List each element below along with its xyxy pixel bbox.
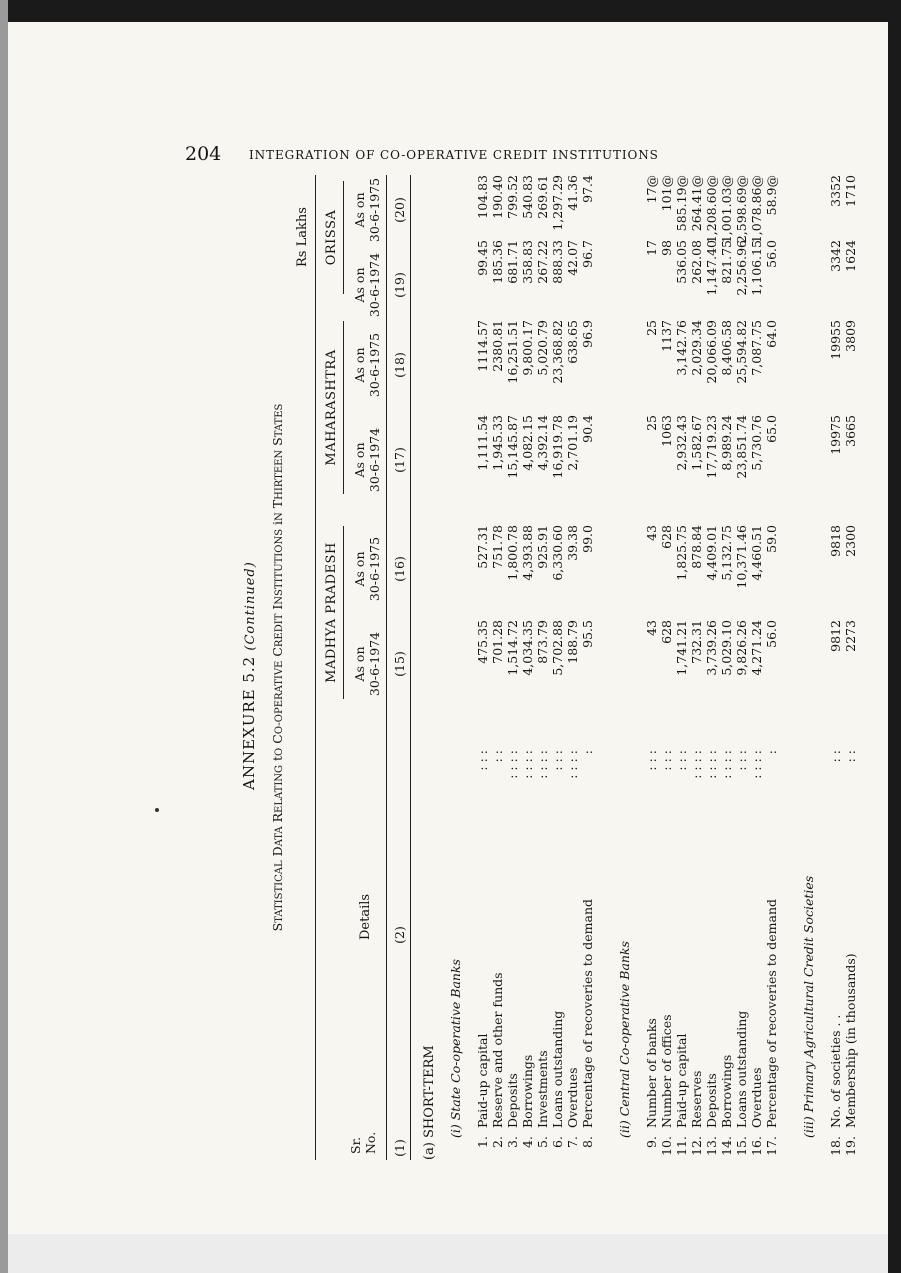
cell-value: 536.05 — [674, 240, 689, 284]
cell-value: 15,145.87 — [505, 415, 520, 479]
cell-value: 2,932.43 — [674, 415, 689, 471]
cell-value: 475.35 — [475, 620, 490, 664]
cell-value: 99.45 — [475, 240, 490, 276]
cell-value: 8,989.24 — [719, 415, 734, 471]
cell-value: 1,106.15 — [749, 240, 764, 296]
row-label: Reserve and other funds — [490, 972, 505, 1128]
row-number: 14. — [719, 1136, 734, 1156]
cell-value: 3342 — [828, 240, 843, 272]
cell-value: 628 — [659, 620, 674, 644]
state-header-rule-0 — [343, 526, 344, 699]
cell-value: 888.33 — [550, 240, 565, 284]
row-leader-dots: : : : : — [505, 750, 520, 779]
cell-value: 17,719.23 — [704, 415, 719, 479]
cell-value: 925.91 — [535, 525, 550, 569]
cell-value: 16,919.78 — [550, 415, 565, 479]
state-header-rule-1 — [343, 321, 344, 494]
cell-value: 4,082.15 — [520, 415, 535, 471]
row-number: 15. — [734, 1136, 749, 1156]
annexure-table — [230, 175, 858, 1160]
row-number: 18. — [828, 1136, 843, 1156]
cell-value: 267.22 — [535, 240, 550, 284]
cell-value: 3,142.76 — [674, 320, 689, 376]
cell-value: 2,598.69@ — [734, 175, 749, 244]
cell-value: 5,020.79 — [535, 320, 550, 376]
cell-value: 97.4 — [580, 175, 595, 203]
date-header-date-1: 30-6-1975 — [367, 536, 382, 602]
cell-value: 4,393.88 — [520, 525, 535, 581]
row-leader-dots: : — [580, 750, 595, 755]
cell-value: 9,826.26 — [734, 620, 749, 676]
row-label: Deposits — [704, 1073, 719, 1128]
row-label: Overdues — [749, 1067, 764, 1128]
group-title-2: (iii) Primary Agricultural Credit Societies — [801, 875, 816, 1138]
column-number-7: (20) — [392, 197, 407, 223]
annexure-title — [240, 561, 258, 790]
row-label: Paid-up capital — [674, 1033, 689, 1128]
cell-value: 104.83 — [475, 175, 490, 219]
cell-value: 65.0 — [764, 415, 779, 443]
cell-value: 8,406.58 — [719, 320, 734, 376]
row-leader-dots: : : : : — [704, 750, 719, 779]
cell-value: 701.28 — [490, 620, 505, 664]
cell-value: 9,800.17 — [520, 320, 535, 376]
cell-value: 269.61 — [535, 175, 550, 219]
scanner-border-right — [888, 0, 901, 1273]
date-header-date-0: 30-6-1974 — [367, 631, 382, 697]
cell-value: 96.7 — [580, 240, 595, 268]
annexure-title-text: ANNEXURE 5.2 — [240, 655, 258, 790]
row-leader-dots: : : : : — [749, 750, 764, 779]
page-number: 204 — [185, 143, 222, 165]
annexure-subtitle: STATISTICAL DATA RELATING tO CO-OPERATIVE CREDIT INSTITUTIONS iN THIRTEEN STATES — [270, 403, 285, 932]
cell-value: 2273 — [843, 620, 858, 652]
column-number-3: (16) — [392, 556, 407, 582]
cell-value: 5,029.10 — [719, 620, 734, 676]
cell-value: 1,208.60@ — [704, 175, 719, 244]
cell-value: 1137 — [659, 320, 674, 352]
cell-value: 1,825.75 — [674, 525, 689, 581]
cell-value: 90.4 — [580, 415, 595, 443]
row-number: 12. — [689, 1136, 704, 1156]
cell-value: 4,034.35 — [520, 620, 535, 676]
cell-value: 1,514.72 — [505, 620, 520, 676]
cell-value: 1,078.86@ — [749, 175, 764, 244]
row-label: Number of offices — [659, 1014, 674, 1128]
row-number: 1. — [475, 1136, 490, 1148]
cell-value: 4,271.24 — [749, 620, 764, 676]
row-number: 13. — [704, 1136, 719, 1156]
row-label: Paid-up capital — [475, 1033, 490, 1128]
cell-value: 3809 — [843, 320, 858, 352]
state-header-0: MADHYA PRADESH — [324, 542, 339, 683]
row-number: 4. — [520, 1136, 535, 1148]
cell-value: 732.31 — [689, 620, 704, 664]
row-number: 7. — [565, 1136, 580, 1148]
cell-value: 264.41@ — [689, 175, 704, 232]
cell-value: 4,409.01 — [704, 525, 719, 581]
cell-value: 39.38 — [565, 525, 580, 561]
row-label: Investments — [535, 1050, 550, 1128]
cell-value: 4,392.14 — [535, 415, 550, 471]
cell-value: 628 — [659, 525, 674, 549]
cell-value: 681.71 — [505, 240, 520, 284]
column-number-6: (19) — [392, 272, 407, 298]
cell-value: 821.75 — [719, 240, 734, 284]
cell-value: 43 — [644, 620, 659, 636]
cell-value: 58.9@ — [764, 175, 779, 216]
cell-value: 7,087.75 — [749, 320, 764, 376]
row-leader-dots: : : : : — [565, 750, 580, 779]
cell-value: 98 — [659, 240, 674, 256]
row-label: Borrowings — [719, 1054, 734, 1128]
row-label: Percentage of recoveries to demand — [764, 898, 779, 1128]
section-short-term: (a) SHORT-TERM — [422, 1045, 437, 1160]
cell-value: 10,371.46 — [734, 525, 749, 589]
cell-value: 3,739.26 — [704, 620, 719, 676]
sr-no-header: Sr. — [348, 1136, 363, 1154]
cell-value: 56.0 — [764, 240, 779, 268]
cell-value: 43 — [644, 525, 659, 541]
cell-value: 358.83 — [520, 240, 535, 284]
date-header-1: As on — [352, 551, 367, 587]
row-leader-dots: : : : — [475, 750, 490, 771]
column-number-2: (15) — [392, 651, 407, 677]
cell-value: 1,111.54 — [475, 415, 490, 471]
row-label: Reserves — [689, 1070, 704, 1128]
row-leader-dots: : : : — [644, 750, 659, 771]
row-number: 17. — [764, 1136, 779, 1156]
cell-value: 9812 — [828, 620, 843, 652]
units-label: Rs Lakhs — [295, 207, 310, 267]
cell-value: 5,730.76 — [749, 415, 764, 471]
annexure-continued: (Continued) — [243, 561, 258, 656]
cell-value: 1,741.21 — [674, 620, 689, 676]
cell-value: 1,297.29 — [550, 175, 565, 231]
cell-value: 42.07 — [565, 240, 580, 276]
cell-value: 2,029.34 — [689, 320, 704, 376]
cell-value: 64.0 — [764, 320, 779, 348]
row-leader-dots: : : — [490, 750, 505, 763]
row-leader-dots: : : : : — [719, 750, 734, 779]
cell-value: 23,368.82 — [550, 320, 565, 384]
date-header-date-3: 30-6-1975 — [367, 332, 382, 398]
row-leader-dots: : : : — [659, 750, 674, 771]
group-title-0: (i) State Co-operative Banks — [448, 959, 463, 1138]
cell-value: 25 — [644, 415, 659, 431]
date-header-5: As on — [352, 192, 367, 228]
cell-value: 3352 — [828, 175, 843, 207]
cell-value: 1710 — [843, 175, 858, 207]
table-top-rule — [315, 175, 316, 1160]
row-label: Percentage of recoveries to demand — [580, 898, 595, 1128]
row-label: No. of societies . . — [828, 1014, 843, 1128]
cell-value: 59.0 — [764, 525, 779, 553]
cell-value: 9818 — [828, 525, 843, 557]
row-number: 9. — [644, 1136, 659, 1148]
running-title: INTEGRATION OF CO-OPERATIVE CREDIT INSTITUTIONS — [249, 148, 659, 162]
cell-value: 95.5 — [580, 620, 595, 648]
cell-value: 1,001.03@ — [719, 175, 734, 244]
cell-value: 1624 — [843, 240, 858, 272]
row-number: 3. — [505, 1136, 520, 1148]
column-number-0: (1) — [392, 1139, 407, 1157]
column-number-5: (18) — [392, 352, 407, 378]
state-header-2: ORISSA — [324, 209, 339, 266]
date-header-date-4: 30-6-1974 — [367, 252, 382, 318]
scanner-border-bottom — [8, 1234, 888, 1273]
cell-value: 1063 — [659, 415, 674, 447]
cell-value: 1,945.33 — [490, 415, 505, 471]
cell-value: 1,582.67 — [689, 415, 704, 471]
running-header — [185, 143, 870, 165]
row-number: 19. — [843, 1136, 858, 1156]
cell-value: 878.84 — [689, 525, 704, 569]
row-number: 6. — [550, 1136, 565, 1148]
row-leader-dots: : : : — [550, 750, 565, 771]
row-leader-dots: : : : : — [689, 750, 704, 779]
row-number: 16. — [749, 1136, 764, 1156]
cell-value: 527.31 — [475, 525, 490, 569]
details-header: Details — [358, 893, 373, 940]
row-leader-dots: : : — [843, 750, 858, 763]
date-header-3: As on — [352, 347, 367, 383]
header-mid-rule — [386, 175, 387, 1160]
state-header-1: MAHARASHTRA — [324, 349, 339, 466]
cell-value: 3665 — [843, 415, 858, 447]
cell-value: 99.0 — [580, 525, 595, 553]
row-leader-dots: : : : : — [535, 750, 550, 779]
date-header-2: As on — [352, 442, 367, 478]
date-header-4: As on — [352, 267, 367, 303]
group-title-1: (ii) Central Co-operative Banks — [617, 941, 632, 1138]
cell-value: 262.08 — [689, 240, 704, 284]
row-label: Loans outstanding — [734, 1010, 749, 1128]
cell-value: 25 — [644, 320, 659, 336]
row-leader-dots: : : : — [674, 750, 689, 771]
cell-value: 23,851.74 — [734, 415, 749, 479]
sr-no-header-2: No. — [363, 1131, 378, 1154]
cell-value: 16,251.51 — [505, 320, 520, 384]
row-leader-dots: : : : — [734, 750, 749, 771]
cell-value: 4,460.51 — [749, 525, 764, 581]
state-header-rule-2 — [343, 181, 344, 294]
row-number: 11. — [674, 1136, 689, 1156]
date-header-0: As on — [352, 646, 367, 682]
row-leader-dots: : : — [828, 750, 843, 763]
cell-value: 799.52 — [505, 175, 520, 219]
row-leader-dots: : — [764, 750, 779, 755]
cell-value: 17@ — [644, 175, 659, 204]
cell-value: 1114.57 — [475, 320, 490, 372]
row-label: Membership (in thousands) — [843, 953, 858, 1128]
cell-value: 873.79 — [535, 620, 550, 664]
row-label: Deposits — [505, 1073, 520, 1128]
column-number-1: (2) — [392, 926, 407, 944]
stray-mark — [155, 808, 159, 812]
cell-value: 19975 — [828, 415, 843, 455]
header-bottom-rule — [410, 175, 411, 1160]
row-label: Loans outstanding — [550, 1010, 565, 1128]
row-number: 8. — [580, 1136, 595, 1148]
cell-value: 585.19@ — [674, 175, 689, 232]
row-label: Overdues — [565, 1067, 580, 1128]
cell-value: 2,256.96 — [734, 240, 749, 296]
cell-value: 2,701.19 — [565, 415, 580, 471]
scanner-border-left — [0, 0, 8, 1273]
cell-value: 2300 — [843, 525, 858, 557]
cell-value: 20,066.09 — [704, 320, 719, 384]
cell-value: 5,702.88 — [550, 620, 565, 676]
cell-value: 751.78 — [490, 525, 505, 569]
row-number: 2. — [490, 1136, 505, 1148]
row-label: Borrowings — [520, 1054, 535, 1128]
row-number: 10. — [659, 1136, 674, 1156]
row-label: Number of banks — [644, 1018, 659, 1128]
cell-value: 96.9 — [580, 320, 595, 348]
cell-value: 185.36 — [490, 240, 505, 284]
cell-value: 1,147.40 — [704, 240, 719, 296]
cell-value: 638.65 — [565, 320, 580, 364]
cell-value: 19955 — [828, 320, 843, 360]
cell-value: 56.0 — [764, 620, 779, 648]
cell-value: 1,800.78 — [505, 525, 520, 581]
cell-value: 2380.81 — [490, 320, 505, 372]
row-number: 5. — [535, 1136, 550, 1148]
column-number-4: (17) — [392, 447, 407, 473]
date-header-date-2: 30-6-1974 — [367, 427, 382, 493]
cell-value: 540.83 — [520, 175, 535, 219]
cell-value: 25,594.82 — [734, 320, 749, 384]
cell-value: 5,132.75 — [719, 525, 734, 581]
cell-value: 6,330.60 — [550, 525, 565, 581]
cell-value: 101@ — [659, 175, 674, 212]
cell-value: 188.79 — [565, 620, 580, 664]
date-header-date-5: 30-6-1975 — [367, 177, 382, 243]
cell-value: 17 — [644, 240, 659, 256]
cell-value: 41.36 — [565, 175, 580, 211]
row-leader-dots: : : : : — [520, 750, 535, 779]
cell-value: 190.40 — [490, 175, 505, 219]
